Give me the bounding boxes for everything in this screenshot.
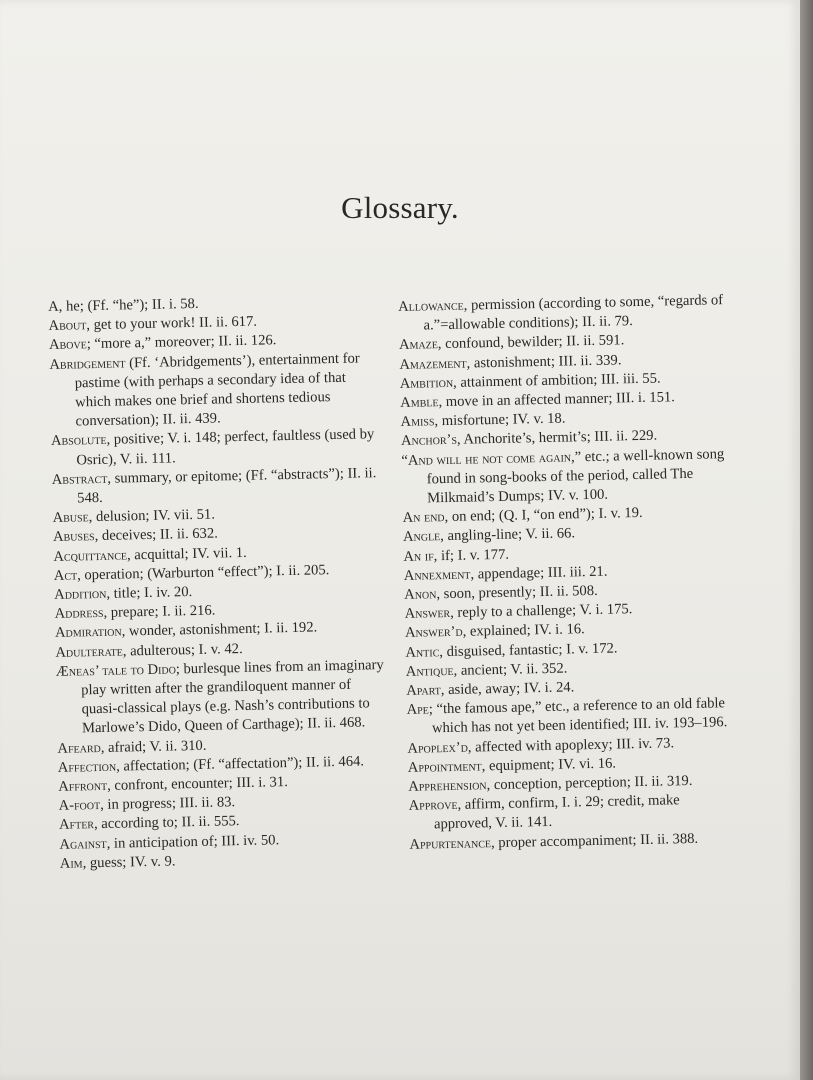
glossary-headword: Afeard,	[57, 739, 105, 757]
glossary-headword: Amazement,	[399, 355, 471, 373]
glossary-definition: appendage; III. iii. 21.	[473, 563, 608, 583]
glossary-definition: equipment; IV. vi. 16.	[485, 755, 617, 775]
glossary-headword: Appointment,	[407, 758, 486, 776]
glossary-definition: attainment of ambition; III. iii. 55.	[456, 370, 661, 391]
glossary-definition: he; (Ff. “he”); II. i. 58.	[62, 295, 199, 315]
glossary-definition: wonder, astonishment; I. ii. 192.	[125, 619, 318, 640]
glossary-headword: Act,	[53, 567, 81, 584]
glossary-definition: affectation; (Ff. “affectation”); II. ii. 464.	[119, 753, 365, 775]
glossary-definition: title; I. iv. 20.	[109, 584, 193, 602]
glossary-headword: Apoplex’d,	[407, 739, 472, 757]
glossary-definition: angling-line; V. ii. 66.	[443, 525, 576, 545]
glossary-definition: afraid; V. ii. 310.	[104, 737, 207, 756]
page-edge	[800, 0, 813, 1080]
glossary-headword: Address,	[54, 605, 108, 623]
glossary-definition: if; I. v. 177.	[437, 546, 510, 564]
glossary-headword: Æneas’ tale to Dido;	[55, 661, 181, 680]
glossary-headword: Approve,	[408, 797, 462, 815]
glossary-definition: affected with apoplexy; III. iv. 73.	[471, 734, 675, 756]
glossary-definition: prepare; I. ii. 216.	[106, 602, 216, 622]
glossary-headword: Ape;	[406, 701, 434, 719]
glossary-headword: Answer’d,	[404, 624, 467, 642]
glossary-entry	[401, 445, 732, 510]
glossary-definition: confound, bewilder; II. ii. 591.	[441, 332, 625, 353]
glossary-headword: Abstract,	[51, 470, 112, 488]
glossary-definition: etc.; a well-known song found in song-books of the period, called The Milkmaid’s Dumps; IV. v. 100.	[426, 445, 725, 507]
glossary-headword: Against,	[59, 835, 111, 853]
glossary-headword: Amiss,	[400, 413, 439, 431]
glossary-headword: Anchor’s,	[400, 432, 461, 450]
glossary-headword: Acquittance,	[53, 546, 131, 565]
glossary-definition: confront, encounter; III. i. 31.	[110, 774, 289, 794]
glossary-headword: Allowance,	[398, 297, 468, 315]
glossary-definition: on end; (Q. I, “on end”); I. v. 19.	[448, 505, 643, 526]
glossary-headword: Affection,	[57, 758, 120, 776]
glossary-definition: move in an affected manner; III. i. 151.	[441, 389, 676, 411]
glossary-entry	[49, 349, 381, 433]
glossary-definition: delusion; IV. vii. 51.	[92, 506, 216, 526]
glossary-headword: An if,	[403, 547, 438, 565]
glossary-headword: “And will he not come again,”	[401, 448, 582, 469]
glossary-headword: A-foot,	[58, 797, 104, 815]
glossary-headword: Antic,	[405, 643, 444, 661]
glossary-headword: Anon,	[404, 586, 441, 603]
glossary-definition: burlesque lines from an imaginary play written after the grandiloquent manner of quasi-classical plays (e.g. Nash’s contributions to Marlowe’s Dido, Queen of Carthage); II. ii. 468.	[81, 656, 384, 737]
glossary-column-right	[398, 291, 740, 855]
glossary-headword: About,	[48, 317, 91, 335]
glossary-headword: Absolute,	[50, 432, 111, 450]
glossary-headword: Ambition,	[399, 374, 457, 392]
glossary-definition: summary, or epitome; (Ff. “abstracts”); II. ii. 548.	[77, 464, 377, 507]
glossary-headword: Abuses,	[52, 528, 99, 546]
page-title: Glossary.	[341, 190, 459, 225]
glossary-headword: Appurtenance,	[409, 834, 495, 853]
glossary-headword: An end,	[402, 509, 449, 527]
glossary-definition: according to; II. ii. 555.	[97, 813, 240, 833]
glossary-headword: Admiration,	[54, 623, 126, 642]
glossary-definition: Anchorite’s, hermit’s; III. ii. 229.	[460, 428, 658, 449]
glossary-definition: permission (according to some, “regards of a.”=allowable conditions); II. ii. 79.	[423, 292, 724, 334]
glossary-definition: affirm, confirm, I. i. 29; credit, make approved, V. ii. 141.	[433, 792, 680, 833]
glossary-definition: “more a,” moreover; II. ii. 126.	[90, 332, 277, 353]
glossary-definition: acquittal; IV. vii. 1.	[130, 544, 247, 563]
glossary-definition: get to your work! II. ii. 617.	[89, 313, 258, 334]
glossary-column-left	[48, 291, 390, 874]
glossary-definition: operation; (Warburton “effect”); I. ii. 205.	[80, 562, 330, 584]
glossary-definition: in anticipation of; III. iv. 50.	[110, 831, 280, 852]
glossary-definition: disguised, fantastic; I. v. 172.	[442, 640, 618, 660]
glossary-definition: “the famous ape,” etc., a reference to an old fable which has not yet been identified; III. iv. 193–196.	[431, 695, 728, 737]
glossary-headword: Amble,	[400, 394, 443, 411]
glossary-definition: in progress; III. ii. 83.	[103, 794, 236, 814]
glossary-definition: misfortune; IV. v. 18.	[437, 410, 566, 430]
glossary-definition: positive; V. i. 148; perfect, faultless (used by Osric), V. ii. 111.	[76, 426, 375, 469]
glossary-definition: proper accompaniment; II. ii. 388.	[494, 830, 699, 851]
glossary-definition: guess; IV. v. 9.	[86, 853, 176, 872]
glossary-definition: reply to a challenge; V. i. 175.	[453, 601, 633, 622]
glossary-headword: Addition,	[54, 585, 111, 603]
glossary-headword: Abuse,	[52, 509, 93, 527]
glossary-definition: adulterous; I. v. 42.	[126, 640, 243, 660]
glossary-entry	[56, 656, 388, 740]
glossary-entry	[406, 694, 737, 739]
glossary-headword: Apart,	[406, 682, 445, 699]
glossary-definition: ancient; V. ii. 352.	[457, 660, 568, 679]
glossary-definition: deceives; II. ii. 632.	[98, 525, 219, 545]
glossary-definition: aside, away; IV. i. 24.	[444, 679, 575, 699]
glossary-definition: astonishment; III. ii. 339.	[470, 351, 622, 372]
glossary-headword: Adulterate,	[55, 643, 127, 661]
glossary-headword: Answer,	[404, 605, 454, 623]
glossary-definition: soon, presently; II. ii. 508.	[439, 582, 598, 603]
glossary-headword: Apprehension,	[408, 777, 491, 795]
glossary-headword: After,	[58, 816, 98, 834]
glossary-headword: Annexment,	[403, 566, 475, 584]
glossary-headword: Affront,	[58, 777, 111, 795]
glossary-definition: (Ff. ‘Abridgements’), entertainment for pastime (with perhaps a secondary idea of that which makes one brief and shortens tedious conversation); II. ii. 439.	[74, 350, 360, 430]
glossary-headword: Abridgement	[49, 355, 126, 373]
glossary-headword: Amaze,	[398, 336, 442, 354]
glossary-definition: explained; IV. i. 16.	[466, 621, 585, 641]
glossary-headword: A,	[48, 298, 63, 315]
glossary-headword: Above;	[48, 336, 91, 354]
glossary-headword: Aim,	[59, 855, 87, 872]
glossary-headword: Angle,	[402, 528, 445, 546]
glossary-definition: conception, perception; II. ii. 319.	[490, 773, 693, 794]
glossary-headword: Antique,	[405, 662, 458, 680]
